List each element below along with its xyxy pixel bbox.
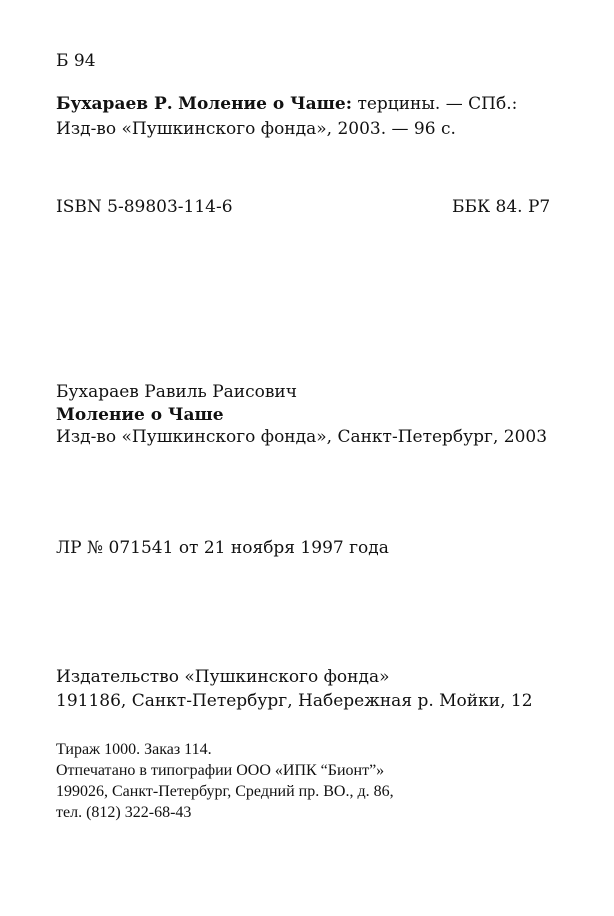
- imprint-author: Бухараев Равиль Раисович: [56, 382, 298, 402]
- catalog-entry-line-1: [56, 93, 517, 115]
- imprint-publisher: Изд-во «Пушкинского фонда», Санкт-Петербург, 2003: [56, 427, 548, 447]
- license-number: ЛР № 071541 от 21 ноября 1997 года: [56, 538, 389, 558]
- catalog-entry-line-2: Изд-во «Пушкинского фонда», 2003. — 96 с.: [56, 119, 456, 139]
- index-code: Б 94: [56, 51, 96, 71]
- printer-phone: тел. (812) 322-68-43: [56, 804, 192, 821]
- catalog-title: Моление о Чаше:: [178, 94, 353, 114]
- bbk-code: ББК 84. Р7: [452, 197, 551, 217]
- printer-address: 199026, Санкт-Петербург, Средний пр. ВО., д. 86,: [56, 783, 394, 800]
- printer: Отпечатано в типографии ООО «ИПК “Бионт”»: [56, 762, 385, 779]
- catalog-entry-rest: терцины. — СПб.:: [357, 94, 518, 114]
- isbn: ISBN 5-89803-114-6: [56, 197, 233, 217]
- publisher-name: Издательство «Пушкинского фонда»: [56, 667, 390, 687]
- publisher-address: 191186, Санкт-Петербург, Набережная р. Мойки, 12: [56, 691, 533, 711]
- print-run: Тираж 1000. Заказ 114.: [56, 741, 212, 758]
- imprint-title: Моление о Чаше: [56, 405, 224, 425]
- catalog-author: Бухараев Р.: [56, 94, 173, 114]
